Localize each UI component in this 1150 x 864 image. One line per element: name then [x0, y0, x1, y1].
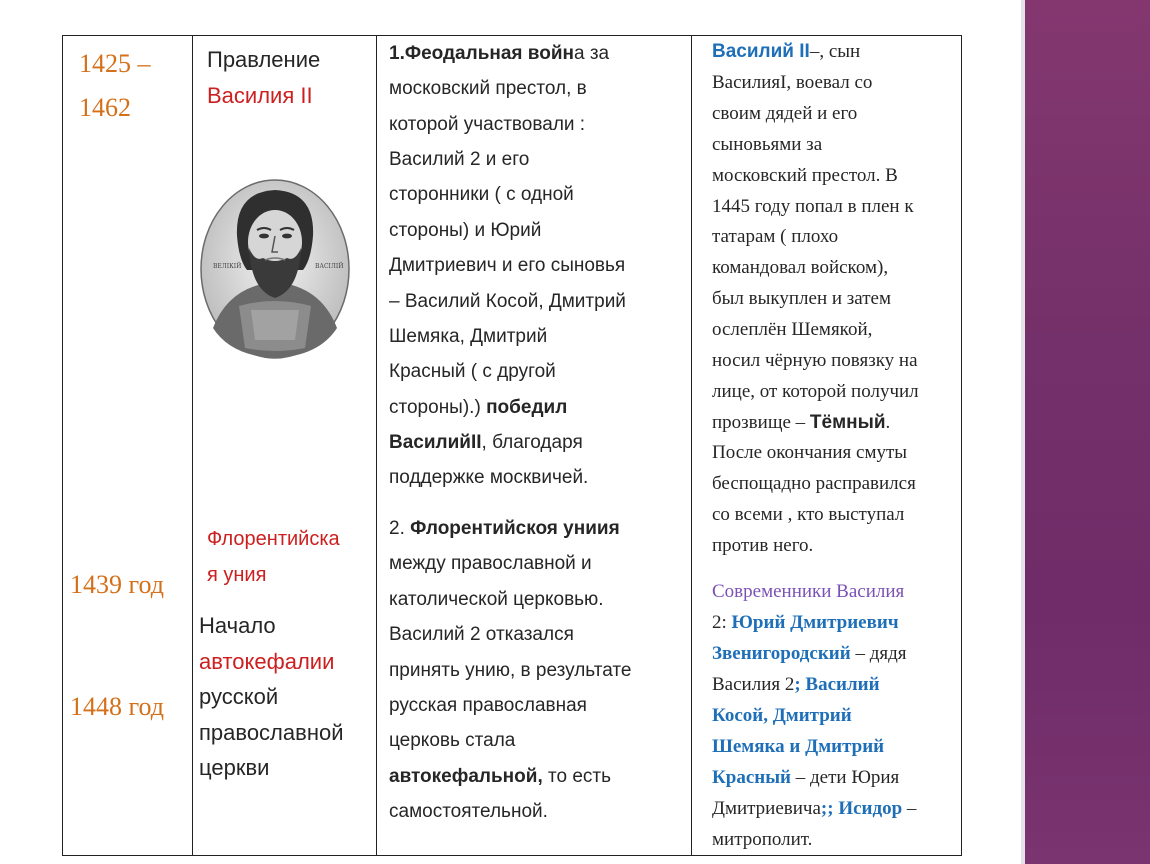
contemporary-name: ; Василий [794, 674, 880, 695]
contemporaries-line [712, 794, 916, 825]
svg-text:ВЕЛIКIЙ: ВЕЛIКIЙ [213, 263, 242, 270]
year-florence: 1439 год [70, 570, 164, 599]
contemporaries-title: Современники Василия [712, 581, 905, 602]
event-union-title: Флорентийскоя униия [410, 518, 620, 539]
reign-title: Правление [207, 47, 321, 72]
event-union-line: Василий 2 отказался [389, 624, 574, 645]
event-war-text: , благодаря [481, 432, 583, 453]
contemporary-name: Красный [712, 767, 792, 788]
contemporary-name: Звенигородский [712, 643, 851, 664]
autocephaly-line: русской [199, 684, 279, 709]
event-union-result: автокефальной, [389, 766, 543, 787]
contemporary-name: Юрий Дмитриевич [731, 612, 899, 633]
event-war-outcome: победил [486, 397, 568, 418]
event-war-text: стороны).) [389, 397, 481, 418]
event-union-number: 2. [389, 518, 405, 539]
notes-line: ВасилияI, воевал со [712, 72, 873, 93]
period-end: 1462 [79, 93, 131, 122]
notes-line: московский престол. В [712, 165, 898, 186]
notes-line: сыновьями за [712, 134, 823, 155]
event-war-line: Шемяка, Дмитрий [389, 326, 548, 347]
notes-line: 1445 году попал в плен к [712, 196, 914, 217]
year-autocephaly: 1448 год [70, 692, 164, 721]
notes-line: татарам ( плохо [712, 226, 839, 247]
event-war-heading [389, 39, 609, 70]
dates-column [63, 36, 192, 855]
notes-text: прозвище – [712, 412, 810, 433]
contemporaries-text: – дядя [850, 643, 907, 664]
contemporaries-text: – [902, 798, 917, 819]
contemporaries-line: митрополит. [712, 829, 813, 850]
contemporaries-text: Василия 2 [712, 674, 795, 695]
notes-nickname: Тёмный [809, 412, 886, 433]
contemporaries-text: 2: [712, 612, 732, 633]
contemporaries-text: – дети Юрия [791, 767, 900, 788]
event-union-line: между православной и [389, 553, 592, 574]
svg-text:ВАСIЛIЙ: ВАСIЛIЙ [315, 263, 344, 270]
florence-union-label-cont: я уния [207, 564, 267, 586]
contemporaries-line [712, 608, 899, 639]
notes-line: носил чёрную повязку на [712, 350, 918, 371]
event-union-heading [389, 514, 620, 545]
event-union-line: самостоятельной. [389, 801, 548, 822]
florence-union-label: Флорентийска [207, 528, 340, 550]
contemporary-name: Шемяка и Дмитрий [712, 736, 885, 757]
contemporaries-line [712, 639, 907, 670]
event-war-line: московский престол, в [389, 78, 587, 99]
contemporary-name: ;; Исидор [820, 798, 903, 819]
notes-text: . [885, 412, 891, 433]
autocephaly-keyword: автокефалии [199, 649, 335, 674]
autocephaly-line: церкви [199, 755, 270, 780]
notes-line [712, 37, 860, 68]
event-union-line: церковь стала [389, 730, 516, 751]
event-war-line: Красный ( с другой [389, 361, 556, 382]
event-union-line: принять унию, в результате [389, 660, 632, 681]
event-union-line [389, 762, 611, 793]
notes-line: со всеми , кто выступал [712, 504, 905, 525]
event-war-line: Дмитриевич и его сыновья [389, 255, 626, 276]
notes-line: беспощадно расправился [712, 473, 916, 494]
contemporaries-line [712, 701, 852, 732]
reign-column [193, 36, 376, 855]
notes-line [712, 408, 890, 439]
event-union-line: католической церковью. [389, 589, 604, 610]
contemporaries-text: Дмитриевича [712, 798, 821, 819]
notes-line: командовал войском), [712, 257, 889, 278]
event-war-line: Василий 2 и его [389, 149, 530, 170]
notes-column [692, 36, 963, 855]
event-war-line: стороны) и Юрий [389, 220, 542, 241]
notes-line: ослеплён Шемякой, [712, 319, 873, 340]
events-column [377, 36, 691, 855]
reign-name: Василия II [207, 83, 313, 108]
event-union-text: то есть [542, 766, 611, 787]
contemporary-name: Косой, Дмитрий [712, 705, 852, 726]
history-table [62, 35, 962, 856]
notes-text: –, сын [809, 41, 861, 62]
event-war-title-end: а за [573, 43, 610, 64]
event-war-line [389, 393, 567, 424]
period-start: 1425 – [79, 49, 151, 78]
event-war-line [389, 428, 583, 459]
portrait-vasily-ii [199, 178, 351, 360]
event-war-number: 1. [389, 43, 405, 64]
autocephaly-line: православной [199, 720, 344, 745]
event-war-line: которой участвовали : [389, 114, 586, 135]
contemporaries-line [712, 670, 880, 701]
event-war-line: сторонники ( с одной [389, 184, 574, 205]
notes-line: был выкуплен и затем [712, 288, 891, 309]
slide-side-band [1025, 0, 1150, 864]
notes-ruler-name: Василий II [712, 41, 810, 62]
contemporaries-line [712, 763, 899, 794]
contemporaries-line [712, 732, 884, 763]
event-war-line: поддержке москвичей. [389, 467, 589, 488]
autocephaly-line: Начало [199, 613, 276, 638]
event-war-line: – Василий Косой, Дмитрий [389, 291, 626, 312]
event-war-title: Феодальная войн [404, 43, 574, 64]
event-union-line: русская православная [389, 695, 587, 716]
event-war-victor: ВасилийII [389, 432, 482, 453]
notes-line: После окончания смуты [712, 442, 908, 463]
notes-line: лице, от которой получил [712, 381, 919, 402]
notes-line: своим дядей и его [712, 103, 858, 124]
notes-line: против него. [712, 535, 814, 556]
